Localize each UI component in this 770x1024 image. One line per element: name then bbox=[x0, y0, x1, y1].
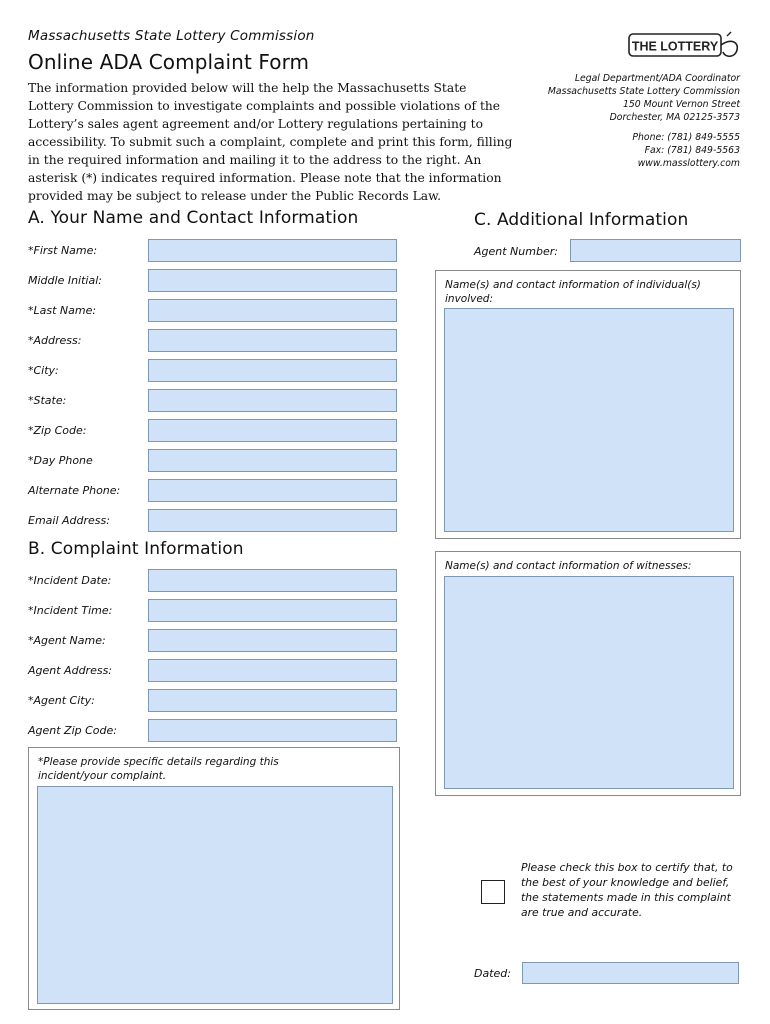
email-address-input[interactable] bbox=[148, 509, 397, 532]
last-name-label: *Last Name: bbox=[28, 304, 97, 317]
first-name-input[interactable] bbox=[148, 239, 397, 262]
contact-title: Legal Department/ADA Coordinator bbox=[574, 73, 740, 84]
incident-date-input[interactable] bbox=[148, 569, 397, 592]
day-phone-label: *Day Phone bbox=[28, 454, 93, 467]
agent-zip-code-input[interactable] bbox=[148, 719, 397, 742]
agent-zip-code-label: Agent Zip Code: bbox=[28, 724, 117, 737]
lottery-logo-icon bbox=[627, 30, 742, 64]
individuals-involved-panel bbox=[435, 270, 741, 539]
agent-number-input[interactable] bbox=[570, 239, 741, 262]
contact-city: Dorchester, MA 02125-3573 bbox=[609, 112, 740, 123]
org-name: Massachusetts State Lottery Commission bbox=[28, 28, 315, 44]
middle-initial-input[interactable] bbox=[148, 269, 397, 292]
section-c-heading: C. Additional Information bbox=[474, 210, 689, 230]
witnesses-panel bbox=[435, 551, 741, 796]
agent-name-label: *Agent Name: bbox=[28, 634, 106, 647]
city-input[interactable] bbox=[148, 359, 397, 382]
section-a-heading: A. Your Name and Contact Information bbox=[28, 208, 359, 228]
zip-code-input[interactable] bbox=[148, 419, 397, 442]
contact-web: www.masslottery.com bbox=[637, 158, 740, 169]
individuals-involved-input[interactable] bbox=[444, 308, 734, 532]
witnesses-label: Name(s) and contact information of witnesses: bbox=[445, 560, 692, 572]
middle-initial-label: Middle Initial: bbox=[28, 274, 102, 287]
alternate-phone-label: Alternate Phone: bbox=[28, 484, 121, 497]
address-input[interactable] bbox=[148, 329, 397, 352]
certify-text: Please check this box to certify that, to the best of your knowledge and belief, the statements made in this complaint are true and accurate. bbox=[521, 861, 733, 919]
contact-street: 150 Mount Vernon Street bbox=[622, 99, 740, 110]
incident-time-label: *Incident Time: bbox=[28, 604, 113, 617]
agent-number-label: Agent Number: bbox=[474, 245, 558, 258]
logo-text: THE LOTTERY bbox=[631, 39, 719, 54]
agent-address-input[interactable] bbox=[148, 659, 397, 682]
complaint-details-label: *Please provide specific details regarding this incident/your complaint. bbox=[38, 756, 279, 782]
contact-phone: Phone: (781) 849-5555 bbox=[632, 132, 740, 143]
individuals-involved-label: Name(s) and contact information of individual(s) involved: bbox=[445, 279, 701, 305]
witnesses-input[interactable] bbox=[444, 576, 734, 789]
section-b-heading: B. Complaint Information bbox=[28, 539, 244, 559]
agent-address-label: Agent Address: bbox=[28, 664, 113, 677]
last-name-input[interactable] bbox=[148, 299, 397, 322]
complaint-details-panel bbox=[28, 747, 400, 1010]
city-label: *City: bbox=[28, 364, 59, 377]
contact-org: Massachusetts State Lottery Commission bbox=[547, 86, 740, 97]
intro-text: The information provided below will the help the Massachusetts State Lottery Commission to investigate complaints and possible violations of the Lottery’s sales agent agreement and/or Lottery regulations pertaining to accessibility. To submit such a complaint, complete and print this form, filling in the required information and mailing it to the address to the right. An asterisk (*) indicates required information. Please note that the information provided may be subject to release under the Public Records Law. bbox=[28, 81, 513, 203]
agent-city-label: *Agent City: bbox=[28, 694, 95, 707]
dated-input[interactable] bbox=[522, 962, 739, 984]
mailing-address bbox=[548, 72, 740, 170]
contact-fax: Fax: (781) 849-5563 bbox=[644, 145, 740, 156]
state-input[interactable] bbox=[148, 389, 397, 412]
email-address-label: Email Address: bbox=[28, 514, 110, 527]
incident-time-input[interactable] bbox=[148, 599, 397, 622]
certify-checkbox[interactable] bbox=[481, 880, 505, 904]
address-label: *Address: bbox=[28, 334, 82, 347]
alternate-phone-input[interactable] bbox=[148, 479, 397, 502]
day-phone-input[interactable] bbox=[148, 449, 397, 472]
agent-name-input[interactable] bbox=[148, 629, 397, 652]
zip-code-label: *Zip Code: bbox=[28, 424, 87, 437]
first-name-label: *First Name: bbox=[28, 244, 98, 257]
state-label: *State: bbox=[28, 394, 67, 407]
form-title: Online ADA Complaint Form bbox=[28, 50, 310, 74]
incident-date-label: *Incident Date: bbox=[28, 574, 112, 587]
agent-city-input[interactable] bbox=[148, 689, 397, 712]
dated-label: Dated: bbox=[474, 967, 511, 980]
complaint-details-input[interactable] bbox=[37, 786, 393, 1004]
